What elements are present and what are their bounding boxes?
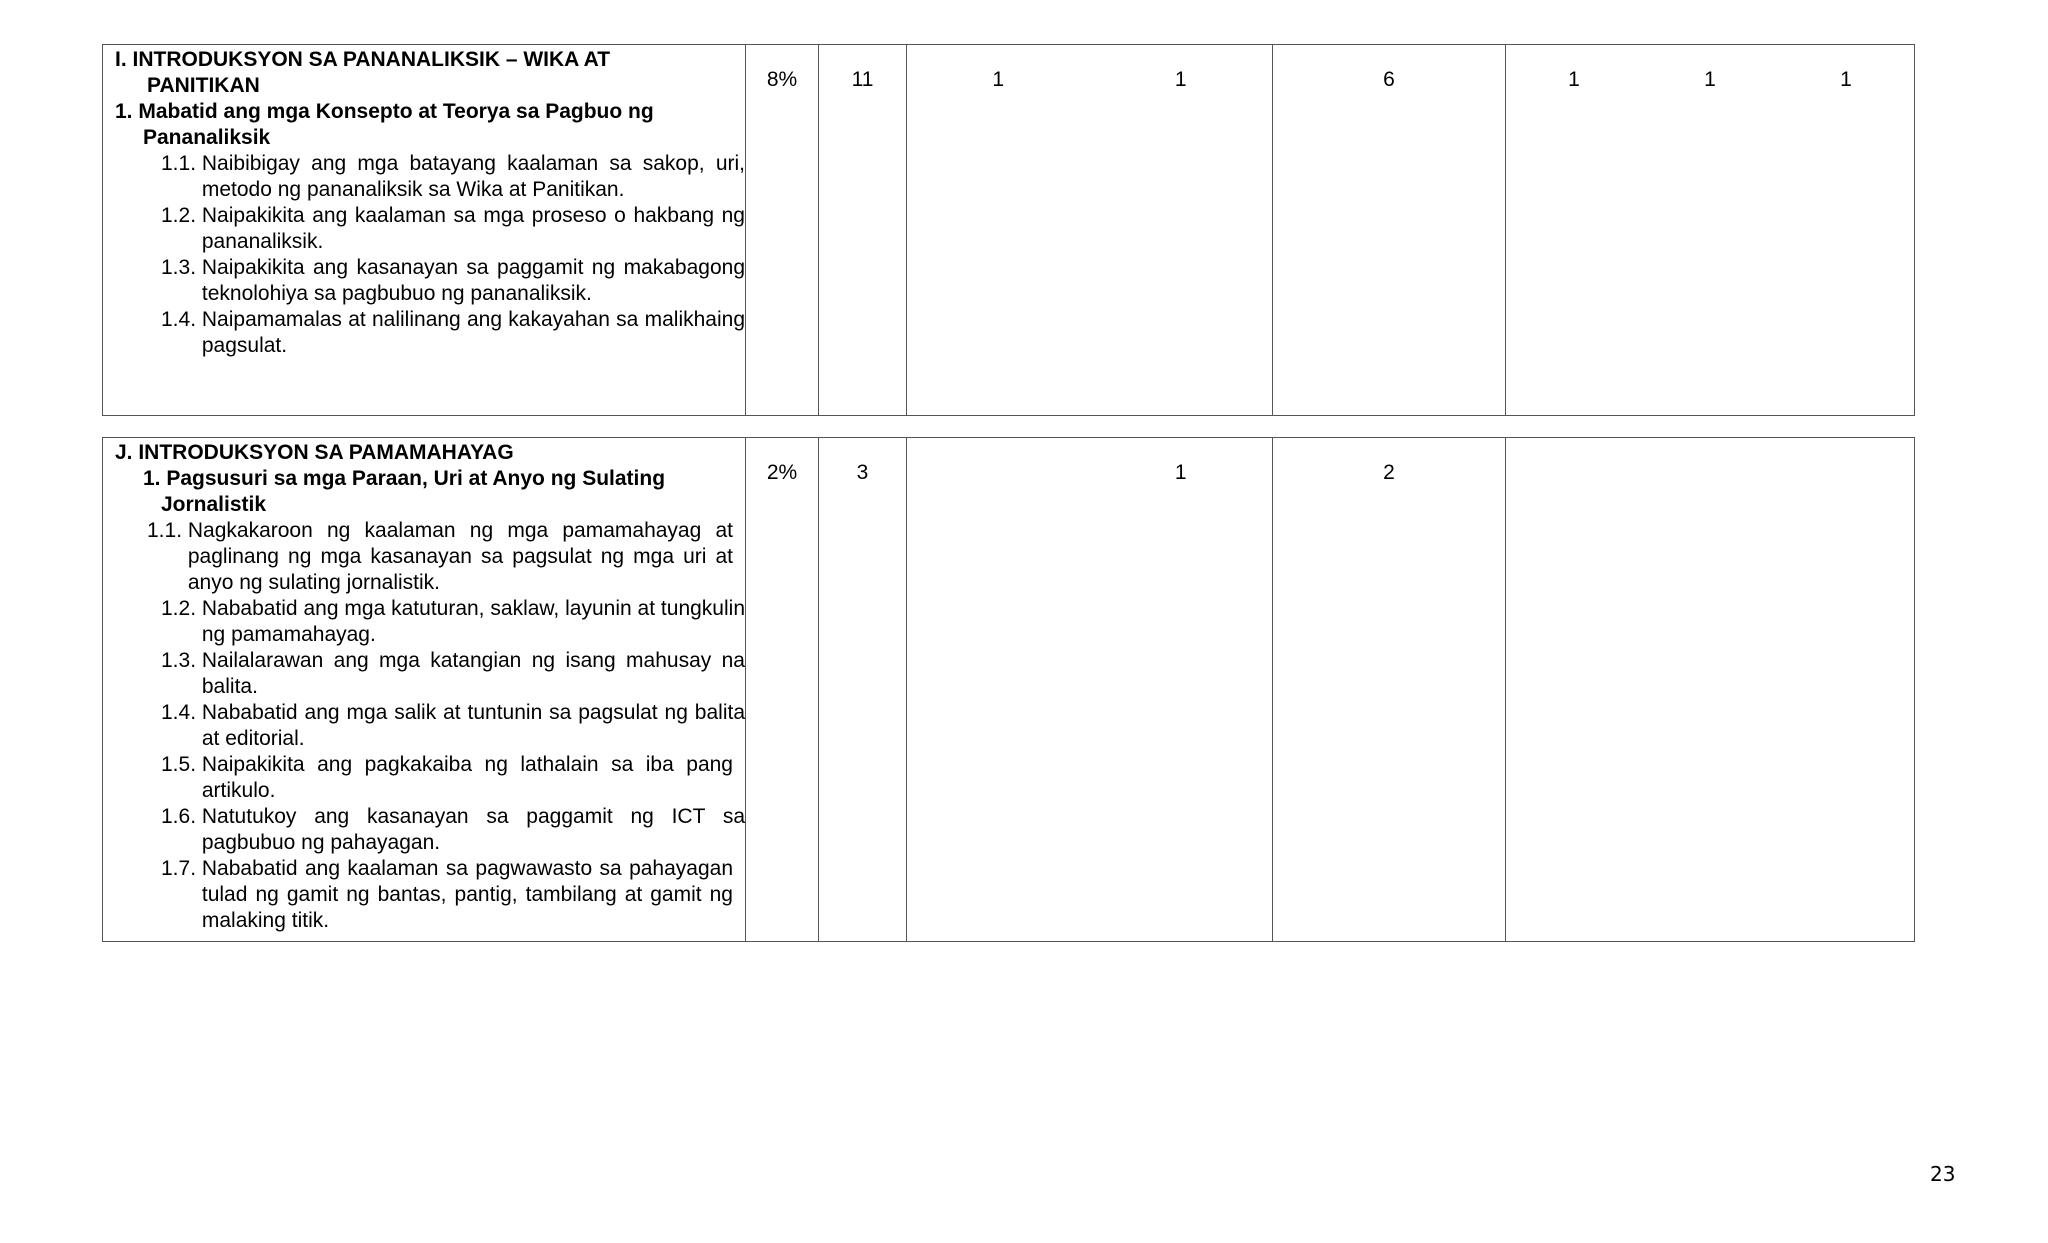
section-i-subheading: 1. Mabatid ang mga Konsepto at Teorya sa Pagbuo ng Pananaliksik [115,100,654,149]
list-item: 1.6. Natutukoy ang kasanayan sa paggamit ng ICT sa pagbubuo ng pahayagan. [161,805,745,854]
list-item: 1.3. Nailalarawan ang mga katangian ng isang mahusay na balita. [161,649,745,698]
section-i-col-c3: 1 [1840,68,1852,91]
section-i-col-a [907,45,1273,416]
section-j-subheading: 1. Pagsusuri sa mga Paraan, Uri at Anyo ng Sulating Jornalistik [143,467,666,516]
section-i-percent: 8% [746,45,819,416]
section-j-col-a1 [907,460,1090,486]
section-i-col-c [1506,45,1915,416]
section-j-col-b: 2 [1273,438,1506,942]
section-j-total: 3 [819,438,907,942]
section-i-col-b: 6 [1273,45,1506,416]
section-j-percent: 2% [746,438,819,942]
section-i-col-c1: 1 [1568,68,1580,91]
section-i-col-a2: 1 [1174,68,1187,91]
list-item: 1.2. Nababatid ang mga katuturan, saklaw, layunin at tungkulin ng pamamahayag. [161,597,745,646]
section-j-description [103,438,746,942]
list-item: 1.2. Naipakikita ang kaalaman sa mga proseso o hakbang ng pananaliksik. [161,204,745,253]
list-item: 1.1. Nagkakaroon ng kaalaman ng mga pamamahayag at paglinang ng mga kasanayan sa pagsulat ng mga uri at anyo ng sulating jornalistik. [147,519,733,594]
list-item: 1.4. Naipamamalas at nalilinang ang kakayahan sa malikhaing pagsulat. [161,308,745,357]
section-j-heading: J. INTRODUKSYON SA PAMAMAHAYAG [115,441,514,464]
list-item: 1.5. Naipakikita ang pagkakaiba ng lathalain sa iba pang artikulo. [161,753,733,802]
section-j-col-a [907,438,1273,942]
list-item: 1.3. Naipakikita ang kasanayan sa paggamit ng makabagong teknolohiya sa pagbubuo ng pananaliksik. [161,256,745,305]
section-j-col-c [1506,438,1915,942]
list-item: 1.1. Naibibigay ang mga batayang kaalaman sa sakop, uri, metodo ng pananaliksik sa Wika at Panitikan. [161,152,745,201]
page-number: 23 [1930,1162,1956,1186]
section-j-col-a2: 1 [1174,461,1187,484]
section-i-col-a1: 1 [992,68,1005,91]
section-j-table [102,437,1915,942]
section-i-description [103,45,746,416]
section-i-total: 11 [819,45,907,416]
list-item: 1.7. Nababatid ang kaalaman sa pagwawasto sa pahayagan tulad ng gamit ng bantas, pantig, tambilang at gamit ng malaking titik. [161,857,733,932]
list-item: 1.4. Nababatid ang mga salik at tuntunin sa pagsulat ng balita at editorial. [161,701,745,750]
section-i-table [102,44,1915,416]
section-i-heading: I. INTRODUKSYON SA PANANALIKSIK – WIKA AT PANITIKAN [115,48,611,97]
section-i-col-c2: 1 [1704,68,1716,91]
